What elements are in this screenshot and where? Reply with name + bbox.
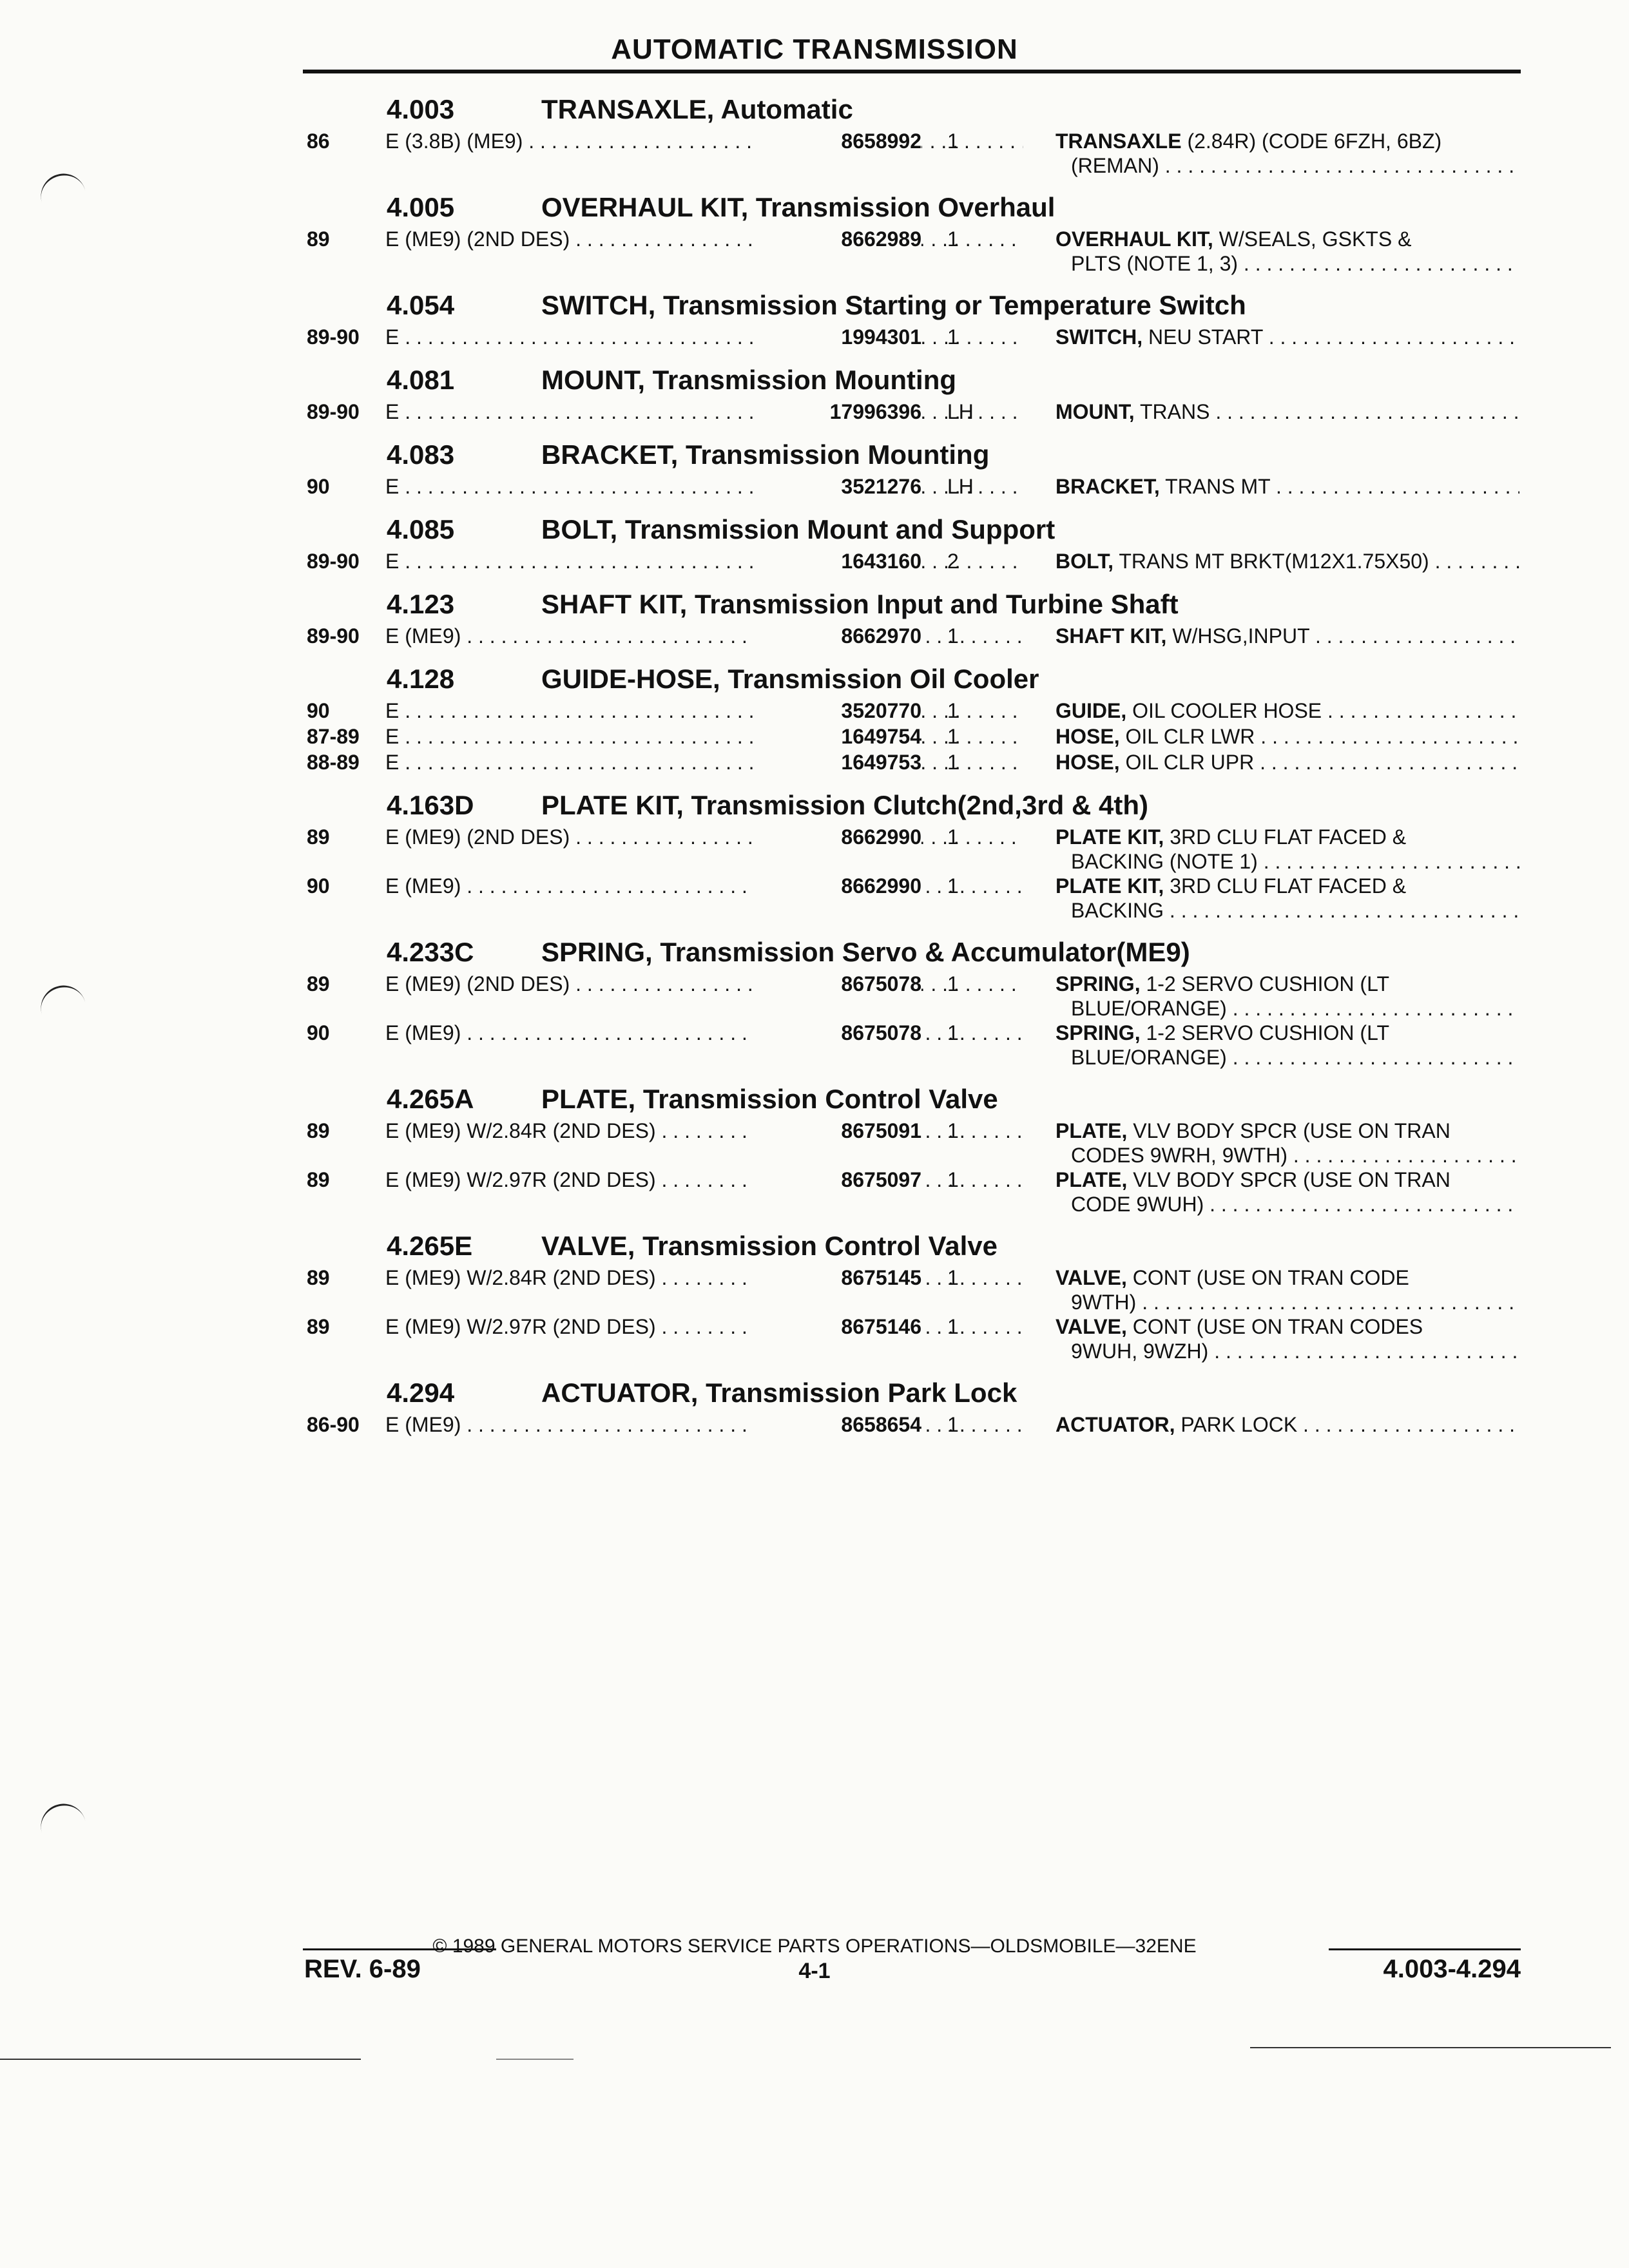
- part-description: [1055, 227, 1519, 276]
- quantity: 1: [947, 1119, 959, 1142]
- model-application: E (ME9) W/2.97R (2ND DES) . . .: [385, 1314, 1023, 1339]
- section-title: PLATE, Transmission Control Valve: [541, 1084, 998, 1114]
- part-number: 8662990: [754, 825, 921, 849]
- description-continuation: CODES 9WRH, 9WTH) . . .: [1055, 1143, 1519, 1168]
- model-application: E (ME9) . . .: [385, 624, 1023, 648]
- description-detail: W/HSG,INPUT: [1166, 624, 1310, 648]
- section-title: VALVE, Transmission Control Valve: [541, 1231, 998, 1261]
- model-year: 86-90: [307, 1413, 360, 1436]
- description-detail: (2.84R) (CODE 6FZH, 6BZ): [1181, 130, 1442, 153]
- quantity: 2: [947, 550, 959, 573]
- scan-mark: [36, 1799, 87, 1838]
- model-year: 89: [307, 1266, 330, 1289]
- description-noun: SPRING,: [1055, 1021, 1141, 1044]
- description-noun: SPRING,: [1055, 972, 1141, 995]
- model-year: 89: [307, 1168, 330, 1191]
- model-application: E . . .: [385, 724, 1023, 749]
- description-detail: OIL CLR UPR: [1119, 751, 1255, 774]
- quantity: 1: [947, 1315, 959, 1338]
- part-number: 8675078: [754, 972, 921, 996]
- description-noun: VALVE,: [1055, 1315, 1127, 1338]
- parts-section: [303, 658, 1521, 776]
- description-noun: SWITCH,: [1055, 325, 1143, 349]
- copyright-notice: © 1989 GENERAL MOTORS SERVICE PARTS OPERATIONS—OLDSMOBILE—32ENE: [432, 1936, 1197, 1957]
- part-description: [1055, 549, 1519, 573]
- section-title: BRACKET, Transmission Mounting: [541, 439, 990, 470]
- model-year: 89-90: [307, 400, 360, 423]
- description-detail: W/SEALS, GSKTS &: [1213, 227, 1412, 251]
- quantity: 1: [947, 725, 959, 748]
- description-line: [1055, 698, 1519, 723]
- part-description: [1055, 874, 1519, 923]
- section-heading: [303, 932, 1521, 972]
- description-detail: OIL CLR LWR: [1119, 725, 1255, 748]
- parts-section: [303, 1079, 1521, 1216]
- model-application: E (ME9) . . .: [385, 1412, 1023, 1437]
- model-application: E . . .: [385, 698, 1023, 723]
- description-detail: NEU START: [1142, 325, 1263, 349]
- section-code: 4.003: [387, 94, 455, 124]
- part-number: 8675078: [754, 1021, 921, 1045]
- part-description: [1055, 1168, 1519, 1216]
- description-continuation: PLTS (NOTE 1, 3) . . .: [1055, 251, 1519, 276]
- part-number: 8675146: [754, 1314, 921, 1339]
- header-rule: [303, 70, 1521, 73]
- description-noun: GUIDE,: [1055, 699, 1127, 722]
- part-description: [1055, 724, 1519, 749]
- section-code: 4.294: [387, 1378, 455, 1408]
- description-continuation: (REMAN) . . .: [1055, 153, 1519, 178]
- section-title: BOLT, Transmission Mount and Support: [541, 514, 1055, 544]
- quantity: 1: [947, 624, 959, 648]
- description-line: [1055, 399, 1519, 424]
- part-row: [303, 1314, 1521, 1363]
- section-heading: [303, 658, 1521, 698]
- description-line: [1055, 1266, 1409, 1289]
- part-description: [1055, 1314, 1519, 1363]
- description-noun: HOSE,: [1055, 751, 1120, 774]
- part-number: 8662990: [754, 874, 921, 898]
- section-range: 4.003-4.294: [1383, 1955, 1521, 1983]
- model-application: E . . .: [385, 474, 1023, 499]
- part-number: 1649753: [754, 750, 921, 774]
- part-number: 8675091: [754, 1119, 921, 1143]
- part-row: [303, 1412, 1521, 1438]
- section-heading: [303, 1225, 1521, 1265]
- description-detail: 3RD CLU FLAT FACED &: [1164, 825, 1407, 849]
- section-title: SHAFT KIT, Transmission Input and Turbine Shaft: [541, 589, 1179, 619]
- section-title: TRANSAXLE, Automatic: [541, 94, 853, 124]
- description-noun: PLATE,: [1055, 1168, 1128, 1191]
- part-row: [303, 1119, 1521, 1168]
- part-row: [303, 227, 1521, 276]
- model-application: E (ME9) . . .: [385, 1021, 1023, 1045]
- part-row: [303, 724, 1521, 750]
- model-year: 89: [307, 227, 330, 251]
- parts-section: [303, 1372, 1521, 1438]
- part-number: 8662970: [754, 624, 921, 648]
- part-row: [303, 874, 1521, 923]
- section-heading: [303, 584, 1521, 624]
- description-line: [1055, 1412, 1519, 1437]
- section-title: ACTUATOR, Transmission Park Lock: [541, 1378, 1017, 1408]
- model-year: 90: [307, 475, 330, 498]
- description-line: [1055, 549, 1519, 573]
- section-heading: [303, 285, 1521, 325]
- part-description: [1055, 129, 1519, 178]
- description-detail: TRANS MT: [1159, 475, 1271, 498]
- description-line: [1055, 227, 1411, 251]
- section-heading: [303, 509, 1521, 549]
- part-description: [1055, 1119, 1519, 1168]
- description-line: [1055, 325, 1519, 349]
- scan-mark: [1250, 2047, 1611, 2048]
- description-noun: OVERHAUL KIT,: [1055, 227, 1213, 251]
- part-row: [303, 825, 1521, 874]
- description-noun: PLATE KIT,: [1055, 825, 1164, 849]
- section-heading: [303, 360, 1521, 399]
- description-detail: 3RD CLU FLAT FACED &: [1164, 874, 1407, 898]
- parts-section: [303, 187, 1521, 276]
- section-code: 4.163D: [387, 790, 474, 820]
- description-continuation: BLUE/ORANGE) . . .: [1055, 1045, 1519, 1070]
- description-continuation: 9WUH, 9WZH) . . .: [1055, 1339, 1519, 1363]
- quantity: 1: [947, 1413, 959, 1436]
- part-row: [303, 624, 1521, 649]
- description-noun: SHAFT KIT,: [1055, 624, 1167, 648]
- scan-mark: [0, 2059, 361, 2060]
- description-detail: 1-2 SERVO CUSHION (LT: [1140, 1021, 1390, 1044]
- scan-mark: [496, 2059, 574, 2060]
- section-heading: [303, 89, 1521, 129]
- part-number: 8658654: [754, 1412, 921, 1437]
- description-line: [1055, 130, 1441, 153]
- description-noun: PLATE KIT,: [1055, 874, 1164, 898]
- description-detail: VLV BODY SPCR (USE ON TRAN: [1127, 1168, 1451, 1191]
- quantity: 1: [947, 825, 959, 849]
- part-description: [1055, 399, 1519, 424]
- section-code: 4.085: [387, 514, 455, 544]
- description-line: [1055, 1315, 1423, 1338]
- section-title: SWITCH, Transmission Starting or Temperature Switch: [541, 290, 1246, 320]
- model-application: E . . .: [385, 399, 1023, 424]
- model-application: E . . .: [385, 325, 1023, 349]
- scan-mark: [36, 169, 87, 207]
- part-row: [303, 399, 1521, 425]
- parts-section: [303, 89, 1521, 178]
- description-noun: VALVE,: [1055, 1266, 1127, 1289]
- part-description: [1055, 698, 1519, 723]
- model-application: E (ME9) W/2.84R (2ND DES) . . .: [385, 1119, 1023, 1143]
- description-continuation: CODE 9WUH) . . .: [1055, 1192, 1519, 1216]
- parts-section: [303, 434, 1521, 500]
- section-heading: [303, 785, 1521, 825]
- model-year: 86: [307, 130, 330, 153]
- part-description: [1055, 325, 1519, 349]
- description-detail: 1-2 SERVO CUSHION (LT: [1140, 972, 1390, 995]
- section-title: OVERHAUL KIT, Transmission Overhaul: [541, 192, 1055, 222]
- description-detail: CONT (USE ON TRAN CODE: [1126, 1266, 1409, 1289]
- part-number: 8675097: [754, 1168, 921, 1192]
- section-title: MOUNT, Transmission Mounting: [541, 365, 957, 395]
- model-year: 90: [307, 874, 330, 898]
- section-heading: [303, 1372, 1521, 1412]
- model-application: E (ME9) (2ND DES) . . .: [385, 227, 1023, 251]
- scan-mark: [36, 981, 87, 1019]
- section-title: PLATE KIT, Transmission Clutch(2nd,3rd & 4th): [541, 790, 1148, 820]
- model-application: E (ME9) W/2.84R (2ND DES) . . .: [385, 1265, 1023, 1290]
- part-number: 1649754: [754, 724, 921, 749]
- part-row: [303, 750, 1521, 776]
- description-detail: TRANS: [1134, 400, 1210, 423]
- section-title: SPRING, Transmission Servo & Accumulator(ME9): [541, 937, 1190, 967]
- section-heading: [303, 434, 1521, 474]
- model-application: E . . .: [385, 750, 1023, 774]
- description-line: [1055, 1021, 1389, 1044]
- quantity: 1: [947, 130, 959, 153]
- section-code: 4.128: [387, 664, 455, 694]
- description-line: [1055, 825, 1406, 849]
- part-row: [303, 129, 1521, 178]
- page-title: AUTOMATIC TRANSMISSION: [611, 34, 1018, 65]
- parts-sections: [303, 89, 1521, 1447]
- description-detail: VLV BODY SPCR (USE ON TRAN: [1127, 1119, 1451, 1142]
- description-line: [1055, 1119, 1451, 1142]
- description-line: [1055, 474, 1519, 499]
- part-row: [303, 1168, 1521, 1216]
- part-description: [1055, 750, 1519, 774]
- description-noun: TRANSAXLE: [1055, 130, 1182, 153]
- section-code: 4.054: [387, 290, 455, 320]
- description-detail: OIL COOLER HOSE: [1126, 699, 1322, 722]
- description-continuation: BACKING . . .: [1055, 898, 1519, 923]
- description-noun: BOLT,: [1055, 550, 1114, 573]
- page-number: 4-1: [798, 1959, 831, 1983]
- revision-label: REV. 6-89: [304, 1955, 421, 1983]
- model-year: 89-90: [307, 325, 360, 349]
- part-number: 8658992: [754, 129, 921, 153]
- description-continuation: 9WTH) . . .: [1055, 1290, 1519, 1314]
- parts-section: [303, 932, 1521, 1070]
- model-application: E (3.8B) (ME9) . . .: [385, 129, 1023, 153]
- part-description: [1055, 1412, 1519, 1437]
- part-row: [303, 1021, 1521, 1070]
- parts-section: [303, 360, 1521, 425]
- model-year: 90: [307, 1021, 330, 1044]
- section-code: 4.233C: [387, 937, 474, 967]
- description-noun: BRACKET,: [1055, 475, 1160, 498]
- section-heading: [303, 187, 1521, 227]
- part-number: 8662989: [754, 227, 921, 251]
- quantity: 1: [947, 699, 959, 722]
- description-noun: MOUNT,: [1055, 400, 1135, 423]
- section-code: 4.123: [387, 589, 455, 619]
- part-description: [1055, 972, 1519, 1021]
- model-year: 88-89: [307, 751, 360, 774]
- part-description: [1055, 624, 1519, 648]
- part-number: 3521276: [754, 474, 921, 499]
- description-noun: PLATE,: [1055, 1119, 1128, 1142]
- description-line: [1055, 624, 1519, 648]
- model-application: E . . .: [385, 549, 1023, 573]
- part-row: [303, 325, 1521, 351]
- description-line: [1055, 1168, 1451, 1191]
- part-number: 3520770: [754, 698, 921, 723]
- description-detail: TRANS MT BRKT(M12X1.75X50): [1113, 550, 1429, 573]
- model-year: 89: [307, 1119, 330, 1142]
- part-number: 1994301: [754, 325, 921, 349]
- model-year: 90: [307, 699, 330, 722]
- quantity: 1: [947, 1266, 959, 1289]
- description-line: [1055, 724, 1519, 749]
- model-application: E (ME9) (2ND DES) . . .: [385, 972, 1023, 996]
- quantity: 1: [947, 227, 959, 251]
- description-continuation: BACKING (NOTE 1) . . .: [1055, 849, 1519, 874]
- part-number: 8675145: [754, 1265, 921, 1290]
- section-code: 4.265E: [387, 1231, 473, 1261]
- part-description: [1055, 474, 1519, 499]
- part-description: [1055, 825, 1519, 874]
- quantity: 1: [947, 1168, 959, 1191]
- description-continuation: BLUE/ORANGE) . . .: [1055, 996, 1519, 1021]
- description-line: [1055, 874, 1406, 898]
- part-row: [303, 549, 1521, 575]
- model-application: E (ME9) W/2.97R (2ND DES) . . .: [385, 1168, 1023, 1192]
- quantity: 1: [947, 972, 959, 995]
- part-row: [303, 972, 1521, 1021]
- section-heading: [303, 1079, 1521, 1119]
- quantity: 1: [947, 325, 959, 349]
- part-row: [303, 474, 1521, 500]
- model-year: 89: [307, 1315, 330, 1338]
- part-number: 1643160: [754, 549, 921, 573]
- description-line: [1055, 750, 1519, 774]
- part-description: [1055, 1021, 1519, 1070]
- description-detail: CONT (USE ON TRAN CODES: [1126, 1315, 1423, 1338]
- description-line: [1055, 972, 1389, 995]
- description-noun: HOSE,: [1055, 725, 1120, 748]
- quantity: 1: [947, 874, 959, 898]
- parts-section: [303, 1225, 1521, 1363]
- part-row: [303, 698, 1521, 724]
- model-application: E (ME9) . . .: [385, 874, 1023, 898]
- section-code: 4.083: [387, 439, 455, 470]
- quantity: 1: [947, 751, 959, 774]
- model-year: 89: [307, 972, 330, 995]
- quantity: 1: [947, 1021, 959, 1044]
- quantity: LH: [947, 475, 974, 498]
- model-year: 89-90: [307, 624, 360, 648]
- section-title: GUIDE-HOSE, Transmission Oil Cooler: [541, 664, 1039, 694]
- model-year: 87-89: [307, 725, 360, 748]
- part-number: 17996396: [754, 399, 921, 424]
- section-code: 4.081: [387, 365, 455, 395]
- parts-section: [303, 785, 1521, 923]
- part-description: [1055, 1265, 1519, 1314]
- parts-section: [303, 285, 1521, 351]
- section-code: 4.265A: [387, 1084, 474, 1114]
- quantity: LH: [947, 400, 974, 423]
- part-row: [303, 1265, 1521, 1314]
- description-noun: ACTUATOR,: [1055, 1413, 1175, 1436]
- description-detail: PARK LOCK: [1175, 1413, 1298, 1436]
- section-code: 4.005: [387, 192, 455, 222]
- model-year: 89: [307, 825, 330, 849]
- parts-section: [303, 584, 1521, 649]
- model-application: E (ME9) (2ND DES) . . .: [385, 825, 1023, 849]
- parts-section: [303, 509, 1521, 575]
- model-year: 89-90: [307, 550, 360, 573]
